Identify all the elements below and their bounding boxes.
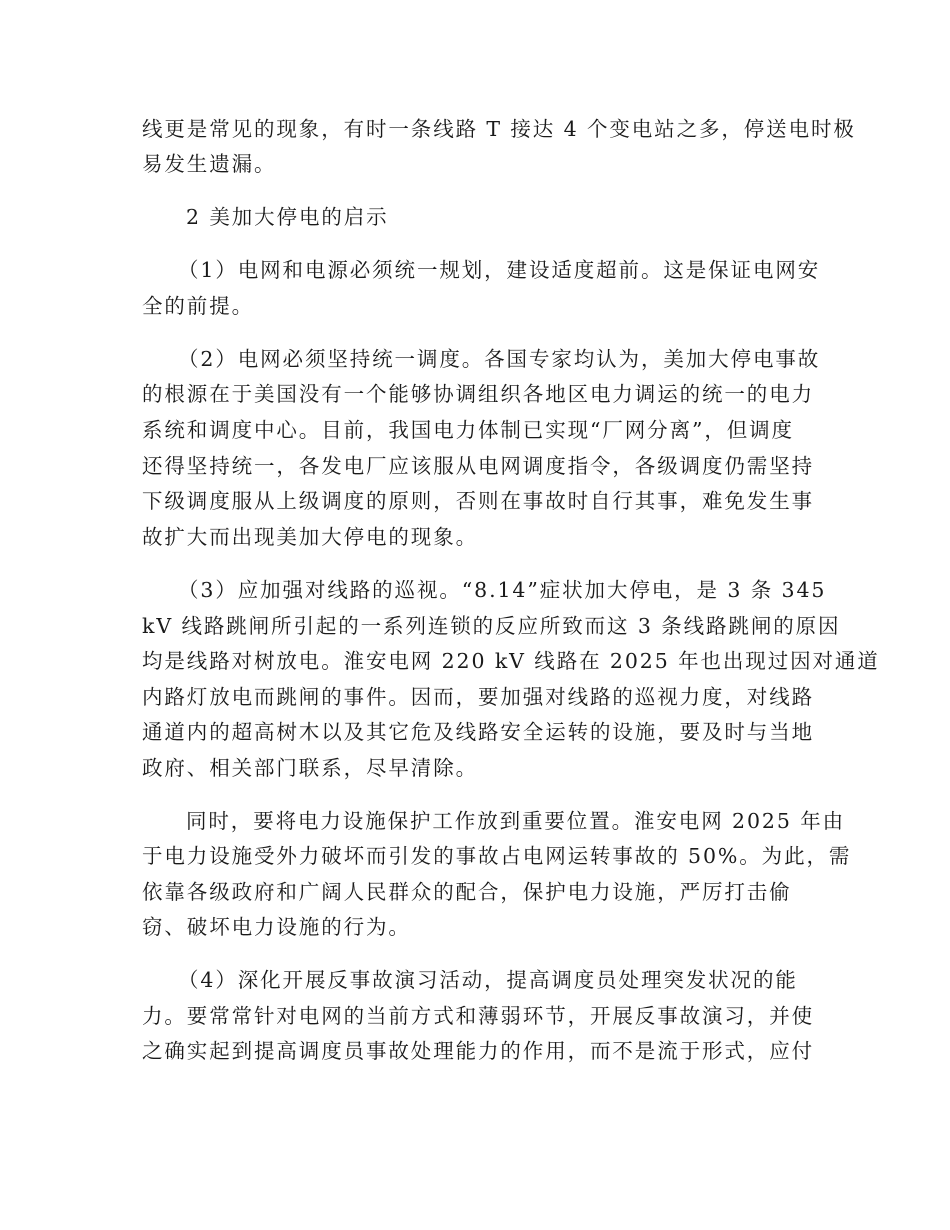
text-line: （4）深化开展反事故演习活动，提高调度员处理突发状况的能 — [178, 968, 798, 992]
text-line: 力。要常常针对电网的当前方式和薄弱环节，开展反事故演习，并使 — [142, 1004, 814, 1028]
text-line: 线更是常见的现象，有时一条线路 T 接达 4 个变电站之多，停送电时极 — [142, 117, 856, 141]
text-line: 下级调度服从上级调度的原则，否则在事故时自行其事，难免发生事 — [142, 489, 814, 513]
text-line: 于电力设施受外力破坏而引发的事故占电网运转事故的 50%。为此，需 — [142, 844, 852, 868]
text-line: 易发生遗漏。 — [142, 152, 277, 176]
text-line: 依靠各级政府和广阔人民群众的配合，保护电力设施，严厉打击偷 — [142, 880, 792, 904]
text-line: 故扩大而出现美加大停电的现象。 — [142, 525, 478, 549]
text-line: 窃、破坏电力设施的行为。 — [142, 915, 411, 939]
text-line: kV 线路跳闸所引起的一系列连锁的反应所致而这 3 条线路跳闸的原因 — [142, 614, 841, 638]
text-line: （3）应加强对线路的巡视。“8.14”症状加大停电，是 3 条 345 — [178, 578, 827, 602]
text-line: 还得坚持统一，各发电厂应该服从电网调度指令，各级调度仍需坚持 — [142, 454, 814, 478]
text-line: 全的前提。 — [142, 294, 254, 318]
text-line: （2）电网必须坚持统一调度。各国专家均认为，美加大停电事故 — [178, 347, 821, 371]
text-line: 同时，要将电力设施保护工作放到重要位置。淮安电网 2025 年由 — [186, 809, 846, 833]
text-line: （1）电网和电源必须统一规划，建设适度超前。这是保证电网安 — [178, 258, 821, 282]
text-line: 内路灯放电而跳闸的事件。因而，要加强对线路的巡视力度，对线路 — [142, 685, 814, 709]
text-line: 的根源在于美国没有一个能够协调组织各地区电力调运的统一的电力 — [142, 382, 814, 406]
text-line: 通道内的超高树木以及其它危及线路安全运转的设施，要及时与当地 — [142, 720, 814, 744]
text-line: 之确实起到提高调度员事故处理能力的作用，而不是流于形式，应付 — [142, 1039, 814, 1063]
text-line: 系统和调度中心。目前，我国电力体制已实现“厂网分离”，但调度 — [142, 418, 794, 442]
section-heading: 2 美加大停电的启示 — [186, 205, 389, 229]
text-line: 均是线路对树放电。淮安电网 220 kV 线路在 2025 年也出现过因对通道 — [142, 649, 880, 673]
text-line: 政府、相关部门联系，尽早清除。 — [142, 756, 478, 780]
